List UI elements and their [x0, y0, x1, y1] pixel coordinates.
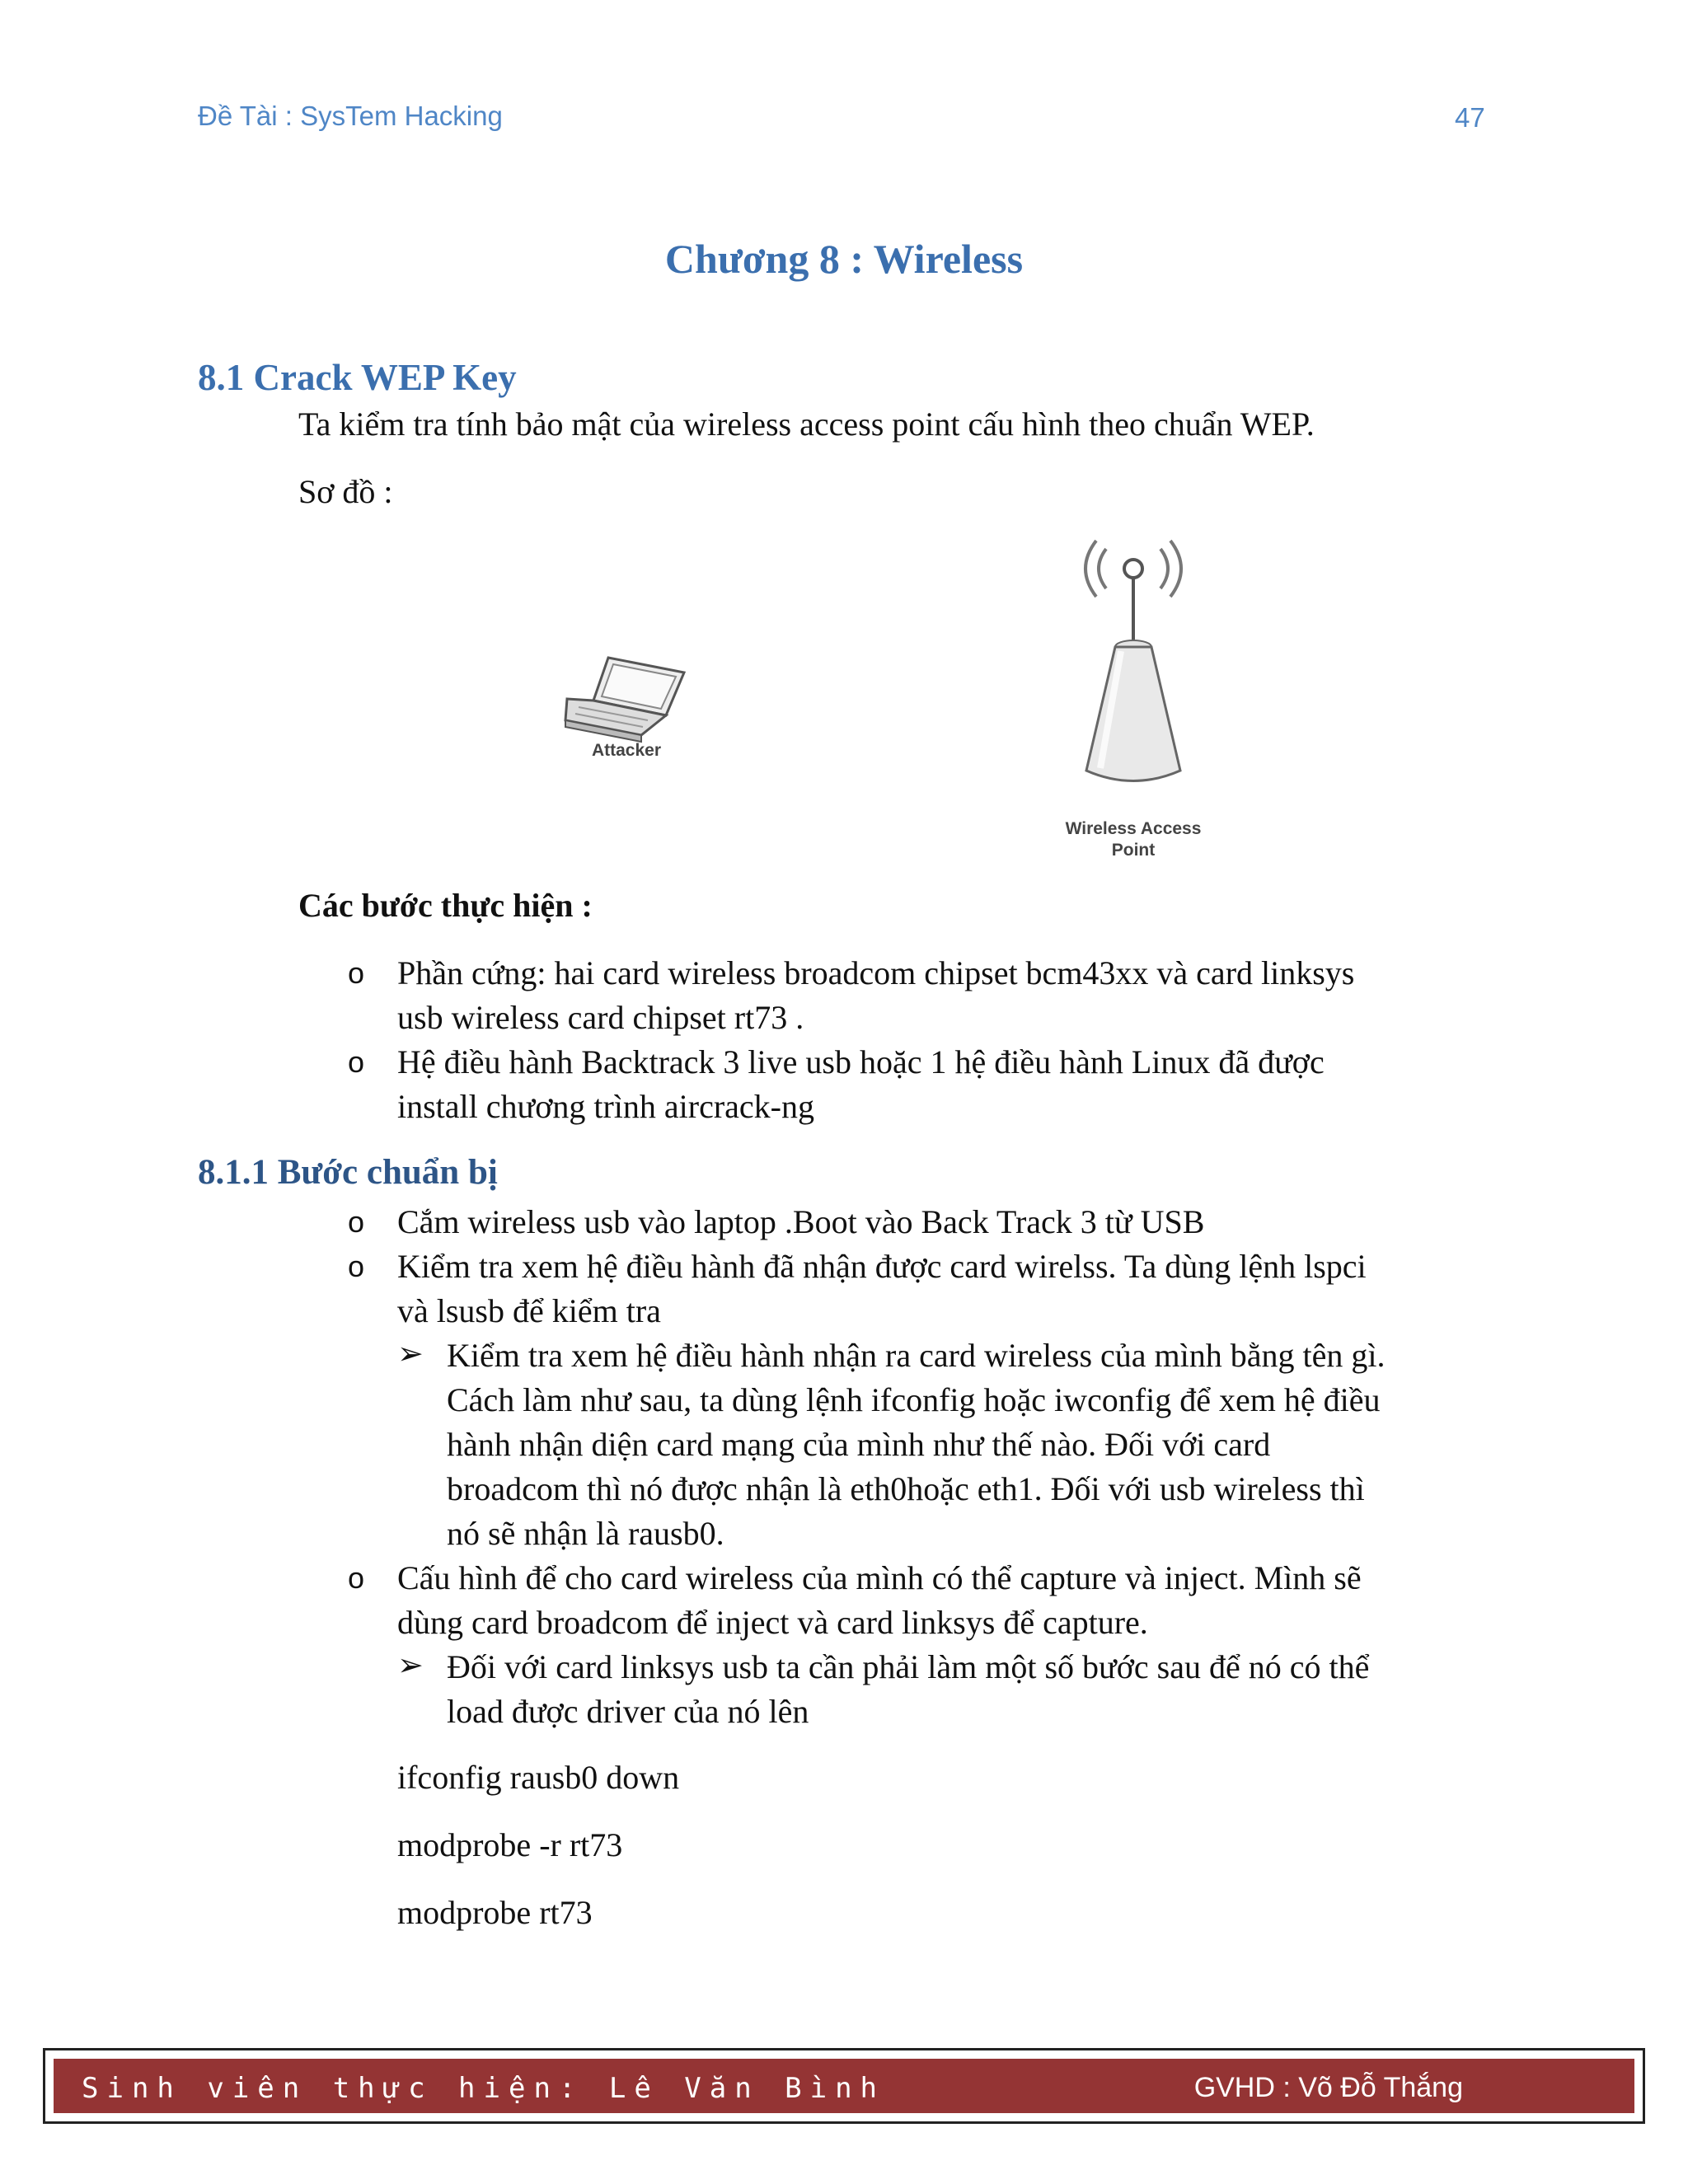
- step-item-1-line2: usb wireless card chipset rt73 .: [397, 999, 804, 1036]
- command-line: ifconfig rausb0 down: [397, 1759, 680, 1796]
- bullet-circle: o: [348, 1205, 365, 1239]
- chapter-title: Chương 8 : Wireless: [664, 236, 1024, 282]
- ap-label-line1: Wireless Access: [1065, 819, 1202, 838]
- page-number: 47: [1455, 102, 1485, 133]
- bullet-circle: o: [348, 1249, 365, 1283]
- attacker-label: Attacker: [591, 741, 662, 760]
- footer-advisor: GVHD : Võ Đỗ Thắng: [1193, 2072, 1463, 2103]
- sub-item-2-line1: Đối với card linksys usb ta cần phải làm một số bước sau để nó có thể: [447, 1648, 1370, 1685]
- arrow-bullet-icon: ➢: [397, 1337, 424, 1371]
- ap-label: [1030, 818, 1236, 861]
- footer-bar: [43, 2048, 1645, 2124]
- sub-item-1-line5: nó sẽ nhận là rausb0.: [447, 1515, 724, 1552]
- step-item-1-line1: Phần cứng: hai card wireless broadcom chipset bcm43xx và card linksys: [397, 954, 1355, 991]
- sub-item-2-line2: load được driver của nó lên: [447, 1693, 809, 1730]
- step-item-2-line1: Hệ điều hành Backtrack 3 live usb hoặc 1 hệ điều hành Linux đã được: [397, 1043, 1325, 1080]
- footer-inner: [54, 2059, 1634, 2113]
- sub-item-1-line2: Cách làm như sau, ta dùng lệnh ifconfig hoặc iwconfig để xem hệ điều: [447, 1381, 1381, 1418]
- bullet-circle: o: [348, 956, 365, 990]
- command-line: modprobe -r rt73: [397, 1826, 623, 1863]
- diagram-caption: Sơ đồ :: [298, 473, 393, 510]
- prep-item-2-line2: và lsusb để kiểm tra: [397, 1292, 661, 1329]
- bullet-circle: o: [348, 1561, 365, 1595]
- sub-item-1-line4: broadcom thì nó được nhận là eth0hoặc eth1. Đối với usb wireless thì: [447, 1470, 1365, 1507]
- prep-item-3-line1: Cấu hình để cho card wireless của mình có thể capture và inject. Mình sẽ: [397, 1559, 1362, 1596]
- prep-item-1: Cắm wireless usb vào laptop .Boot vào Back Track 3 từ USB: [397, 1203, 1205, 1240]
- step-item-2-line2: install chương trình aircrack-ng: [397, 1088, 814, 1125]
- sub-item-1-line3: hành nhận diện card mạng của mình như thế nào. Đối với card: [447, 1426, 1271, 1463]
- prep-item-3-line2: dùng card broadcom để inject và card linksys để capture.: [397, 1604, 1148, 1641]
- ap-label-line2: Point: [1111, 841, 1156, 860]
- footer-student: Sinh viên thực hiện: Lê Văn Bình: [82, 2072, 886, 2105]
- section-intro: Ta kiểm tra tính bảo mật của wireless access point cấu hình theo chuẩn WEP.: [298, 405, 1315, 443]
- section-heading-8-1-1: 8.1.1 Bước chuẩn bị: [198, 1153, 498, 1192]
- arrow-bullet-icon: ➢: [397, 1648, 424, 1683]
- steps-heading: Các bước thực hiện :: [298, 887, 593, 924]
- section-heading-8-1: 8.1 Crack WEP Key: [198, 357, 517, 398]
- bullet-circle: o: [348, 1045, 365, 1079]
- laptop-icon: [560, 651, 692, 750]
- wireless-access-point-icon: [1063, 536, 1203, 791]
- command-line: modprobe rt73: [397, 1894, 593, 1931]
- prep-item-2-line1: Kiểm tra xem hệ điều hành đã nhận được card wirelss. Ta dùng lệnh lspci: [397, 1248, 1367, 1285]
- document-header-title: Đề Tài : SysTem Hacking: [198, 101, 503, 131]
- sub-item-1-line1: Kiểm tra xem hệ điều hành nhận ra card wireless của mình bằng tên gì.: [447, 1337, 1386, 1374]
